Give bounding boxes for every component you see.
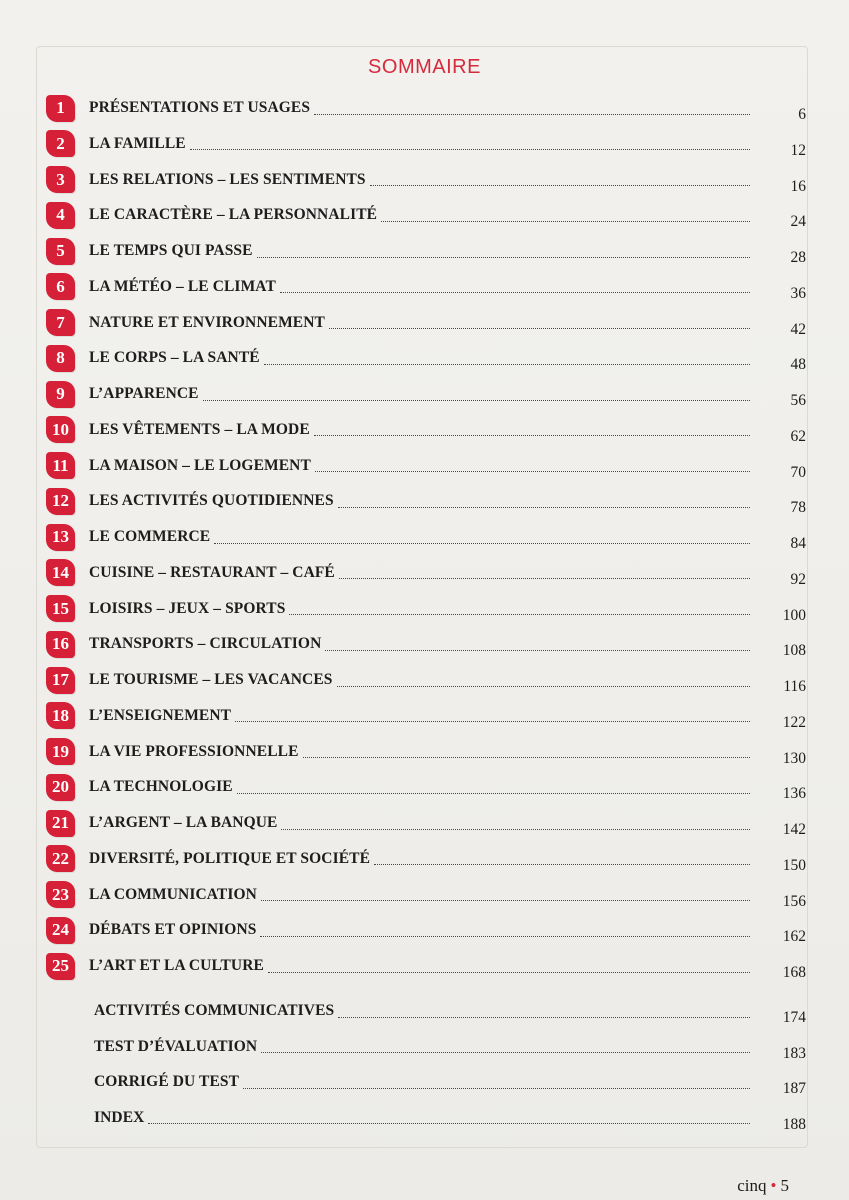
- toc-chapter-row[interactable]: [46, 273, 806, 301]
- chapter-number-badge: 14: [46, 559, 75, 586]
- chapter-page-number: 24: [790, 213, 806, 231]
- dot-leader: [315, 471, 750, 472]
- page-number-word: cinq: [737, 1176, 767, 1195]
- toc-extra-row[interactable]: [46, 1033, 806, 1061]
- chapter-title: LES RELATIONS – LES SENTIMENTS: [89, 170, 366, 188]
- toc-chapter-row[interactable]: [46, 237, 806, 265]
- chapter-page-number: 168: [782, 964, 806, 981]
- dot-leader: [314, 435, 750, 436]
- chapter-page-number: 84: [790, 535, 806, 552]
- chapter-number-badge: 24: [46, 917, 75, 944]
- chapter-number-badge: 16: [46, 631, 75, 658]
- chapter-page-number: 16: [790, 177, 806, 195]
- toc-chapter-row[interactable]: [46, 916, 806, 944]
- dot-leader: [314, 114, 750, 115]
- chapter-page-number: 162: [782, 928, 806, 946]
- chapter-number-badge: 20: [46, 774, 75, 801]
- chapter-title: LA TECHNOLOGIE: [89, 778, 233, 796]
- chapter-number-badge: 25: [46, 953, 75, 980]
- toc-chapter-row[interactable]: [46, 452, 806, 480]
- chapter-number-badge: 4: [46, 202, 75, 229]
- dot-leader: [268, 972, 750, 973]
- chapter-page-number: 130: [782, 749, 806, 767]
- chapter-page-number: 150: [782, 856, 806, 874]
- chapter-title: LE TEMPS QUI PASSE: [89, 242, 253, 259]
- toc-chapter-row[interactable]: [46, 130, 806, 158]
- toc-chapter-row[interactable]: [46, 201, 806, 229]
- dot-leader: [261, 900, 750, 901]
- chapter-number-badge: 7: [46, 309, 75, 336]
- chapter-number-badge: 23: [46, 881, 75, 908]
- section-title: INDEX: [94, 1108, 145, 1126]
- toc-chapter-row[interactable]: [46, 523, 806, 551]
- dot-leader: [243, 1088, 750, 1089]
- dot-leader: [148, 1123, 750, 1124]
- chapter-number-badge: 6: [46, 273, 75, 300]
- dot-leader: [381, 221, 750, 222]
- chapter-page-number: 100: [782, 606, 806, 624]
- section-page-number: 174: [782, 1009, 806, 1026]
- section-title: ACTIVITÉS COMMUNICATIVES: [94, 1002, 335, 1019]
- toc-chapter-row[interactable]: [46, 309, 806, 337]
- dot-leader: [338, 1017, 750, 1018]
- dot-leader: [325, 650, 750, 651]
- dot-leader: [237, 793, 750, 794]
- chapter-number-badge: 8: [46, 345, 75, 372]
- chapter-number-badge: 19: [46, 738, 75, 765]
- dot-leader: [203, 400, 750, 401]
- toc-chapter-row[interactable]: [46, 559, 806, 587]
- page-number: 5: [780, 1176, 789, 1195]
- dot-leader: [257, 257, 750, 258]
- toc-chapter-row[interactable]: [46, 595, 806, 623]
- toc-chapter-row[interactable]: [46, 630, 806, 658]
- chapter-title: DÉBATS ET OPINIONS: [89, 921, 257, 939]
- chapter-page-number: 56: [790, 392, 806, 409]
- toc-chapter-row[interactable]: [46, 94, 806, 122]
- toc-extra-row[interactable]: [46, 997, 806, 1025]
- chapter-title: LA MÉTÉO – LE CLIMAT: [89, 277, 276, 295]
- chapter-title: NATURE ET ENVIRONNEMENT: [89, 313, 325, 331]
- dot-leader: [235, 721, 750, 722]
- chapter-page-number: 142: [782, 821, 806, 838]
- chapter-title: TRANSPORTS – CIRCULATION: [89, 635, 322, 653]
- chapter-page-number: 92: [790, 570, 806, 588]
- toc-chapter-row[interactable]: [46, 380, 806, 408]
- chapter-number-badge: 5: [46, 238, 75, 265]
- page-footer: [737, 1176, 789, 1196]
- chapter-title: LA VIE PROFESSIONNELLE: [89, 742, 299, 760]
- chapter-title: LA FAMILLE: [89, 134, 186, 152]
- dot-leader: [329, 328, 750, 329]
- dot-leader: [190, 149, 750, 150]
- chapter-page-number: 42: [790, 320, 806, 338]
- dot-leader: [280, 292, 750, 293]
- chapter-number-badge: 1: [46, 95, 75, 122]
- chapter-page-number: 108: [782, 642, 806, 660]
- dot-leader: [214, 543, 750, 544]
- toc-chapter-row[interactable]: [46, 845, 806, 873]
- chapter-page-number: 122: [782, 713, 806, 731]
- chapter-title: LOISIRS – JEUX – SPORTS: [89, 599, 286, 617]
- chapter-page-number: 28: [790, 249, 806, 266]
- dot-leader: [370, 185, 750, 186]
- chapter-title: LE CORPS – LA SANTÉ: [89, 349, 260, 367]
- chapter-title: LE COMMERCE: [89, 528, 211, 545]
- toc-chapter-row[interactable]: [46, 666, 806, 694]
- dot-leader: [260, 936, 750, 937]
- toc-extra-row[interactable]: [46, 1104, 806, 1132]
- chapter-title: LA MAISON – LE LOGEMENT: [89, 456, 311, 474]
- chapter-title: LES ACTIVITÉS QUOTIDIENNES: [89, 492, 334, 510]
- dot-leader: [264, 364, 750, 365]
- chapter-number-badge: 9: [46, 381, 75, 408]
- toc-chapter-row[interactable]: [46, 952, 806, 980]
- chapter-title: L’APPARENCE: [89, 385, 199, 402]
- chapter-page-number: 116: [783, 678, 806, 695]
- chapter-title: L’ENSEIGNEMENT: [89, 706, 232, 724]
- toc-extra-row[interactable]: [46, 1068, 806, 1096]
- chapter-number-badge: 21: [46, 810, 75, 837]
- chapter-page-number: 70: [790, 463, 806, 481]
- chapter-title: L’ART ET LA CULTURE: [89, 957, 264, 974]
- chapter-page-number: 156: [782, 892, 806, 910]
- chapter-number-badge: 10: [46, 416, 75, 443]
- chapter-page-number: 78: [790, 499, 806, 517]
- chapter-page-number: 6: [798, 106, 806, 123]
- toc-chapter-row[interactable]: [46, 702, 806, 730]
- chapter-number-badge: 3: [46, 166, 75, 193]
- dot-leader: [303, 757, 750, 758]
- toc-chapter-row[interactable]: [46, 809, 806, 837]
- dot-leader: [289, 614, 750, 615]
- section-page-number: 183: [782, 1044, 806, 1062]
- chapter-page-number: 36: [790, 284, 806, 302]
- chapter-page-number: 136: [782, 785, 806, 803]
- chapter-title: CUISINE – RESTAURANT – CAFÉ: [89, 563, 335, 581]
- chapter-number-badge: 17: [46, 667, 75, 694]
- toc-chapter-row[interactable]: [46, 881, 806, 909]
- section-page-number: 188: [782, 1115, 806, 1133]
- chapter-title: PRÉSENTATIONS ET USAGES: [89, 99, 311, 116]
- chapter-title: LE TOURISME – LES VACANCES: [89, 671, 333, 688]
- page-title: SOMMAIRE: [368, 56, 481, 78]
- dot-leader: [337, 686, 750, 687]
- chapter-title: LA COMMUNICATION: [89, 885, 257, 903]
- dot-leader: [261, 1052, 750, 1053]
- chapter-page-number: 62: [790, 427, 806, 445]
- bullet-icon: •: [770, 1176, 777, 1195]
- toc-chapter-row[interactable]: [46, 773, 806, 801]
- chapter-number-badge: 11: [46, 452, 75, 479]
- toc-chapter-row[interactable]: [46, 416, 806, 444]
- chapter-number-badge: 13: [46, 524, 75, 551]
- section-title: TEST D’ÉVALUATION: [94, 1037, 258, 1055]
- chapter-number-badge: 15: [46, 595, 75, 622]
- chapter-page-number: 48: [790, 356, 806, 374]
- chapter-number-badge: 12: [46, 488, 75, 515]
- section-title: CORRIGÉ DU TEST: [94, 1073, 240, 1090]
- chapter-title: L’ARGENT – LA BANQUE: [89, 814, 278, 831]
- chapter-title: DIVERSITÉ, POLITIQUE ET SOCIÉTÉ: [89, 849, 371, 867]
- dot-leader: [338, 507, 750, 508]
- chapter-title: LE CARACTÈRE – LA PERSONNALITÉ: [89, 206, 378, 224]
- dot-leader: [339, 578, 750, 579]
- toc-chapter-row[interactable]: [46, 738, 806, 766]
- chapter-number-badge: 18: [46, 702, 75, 729]
- toc-chapter-row[interactable]: [46, 487, 806, 515]
- chapter-page-number: 12: [790, 141, 806, 159]
- chapter-number-badge: 22: [46, 845, 75, 872]
- toc-chapter-row[interactable]: [46, 166, 806, 194]
- dot-leader: [281, 829, 750, 830]
- chapter-title: LES VÊTEMENTS – LA MODE: [89, 420, 310, 438]
- chapter-number-badge: 2: [46, 130, 75, 157]
- toc-chapter-row[interactable]: [46, 344, 806, 372]
- dot-leader: [374, 864, 750, 865]
- section-page-number: 187: [782, 1080, 806, 1097]
